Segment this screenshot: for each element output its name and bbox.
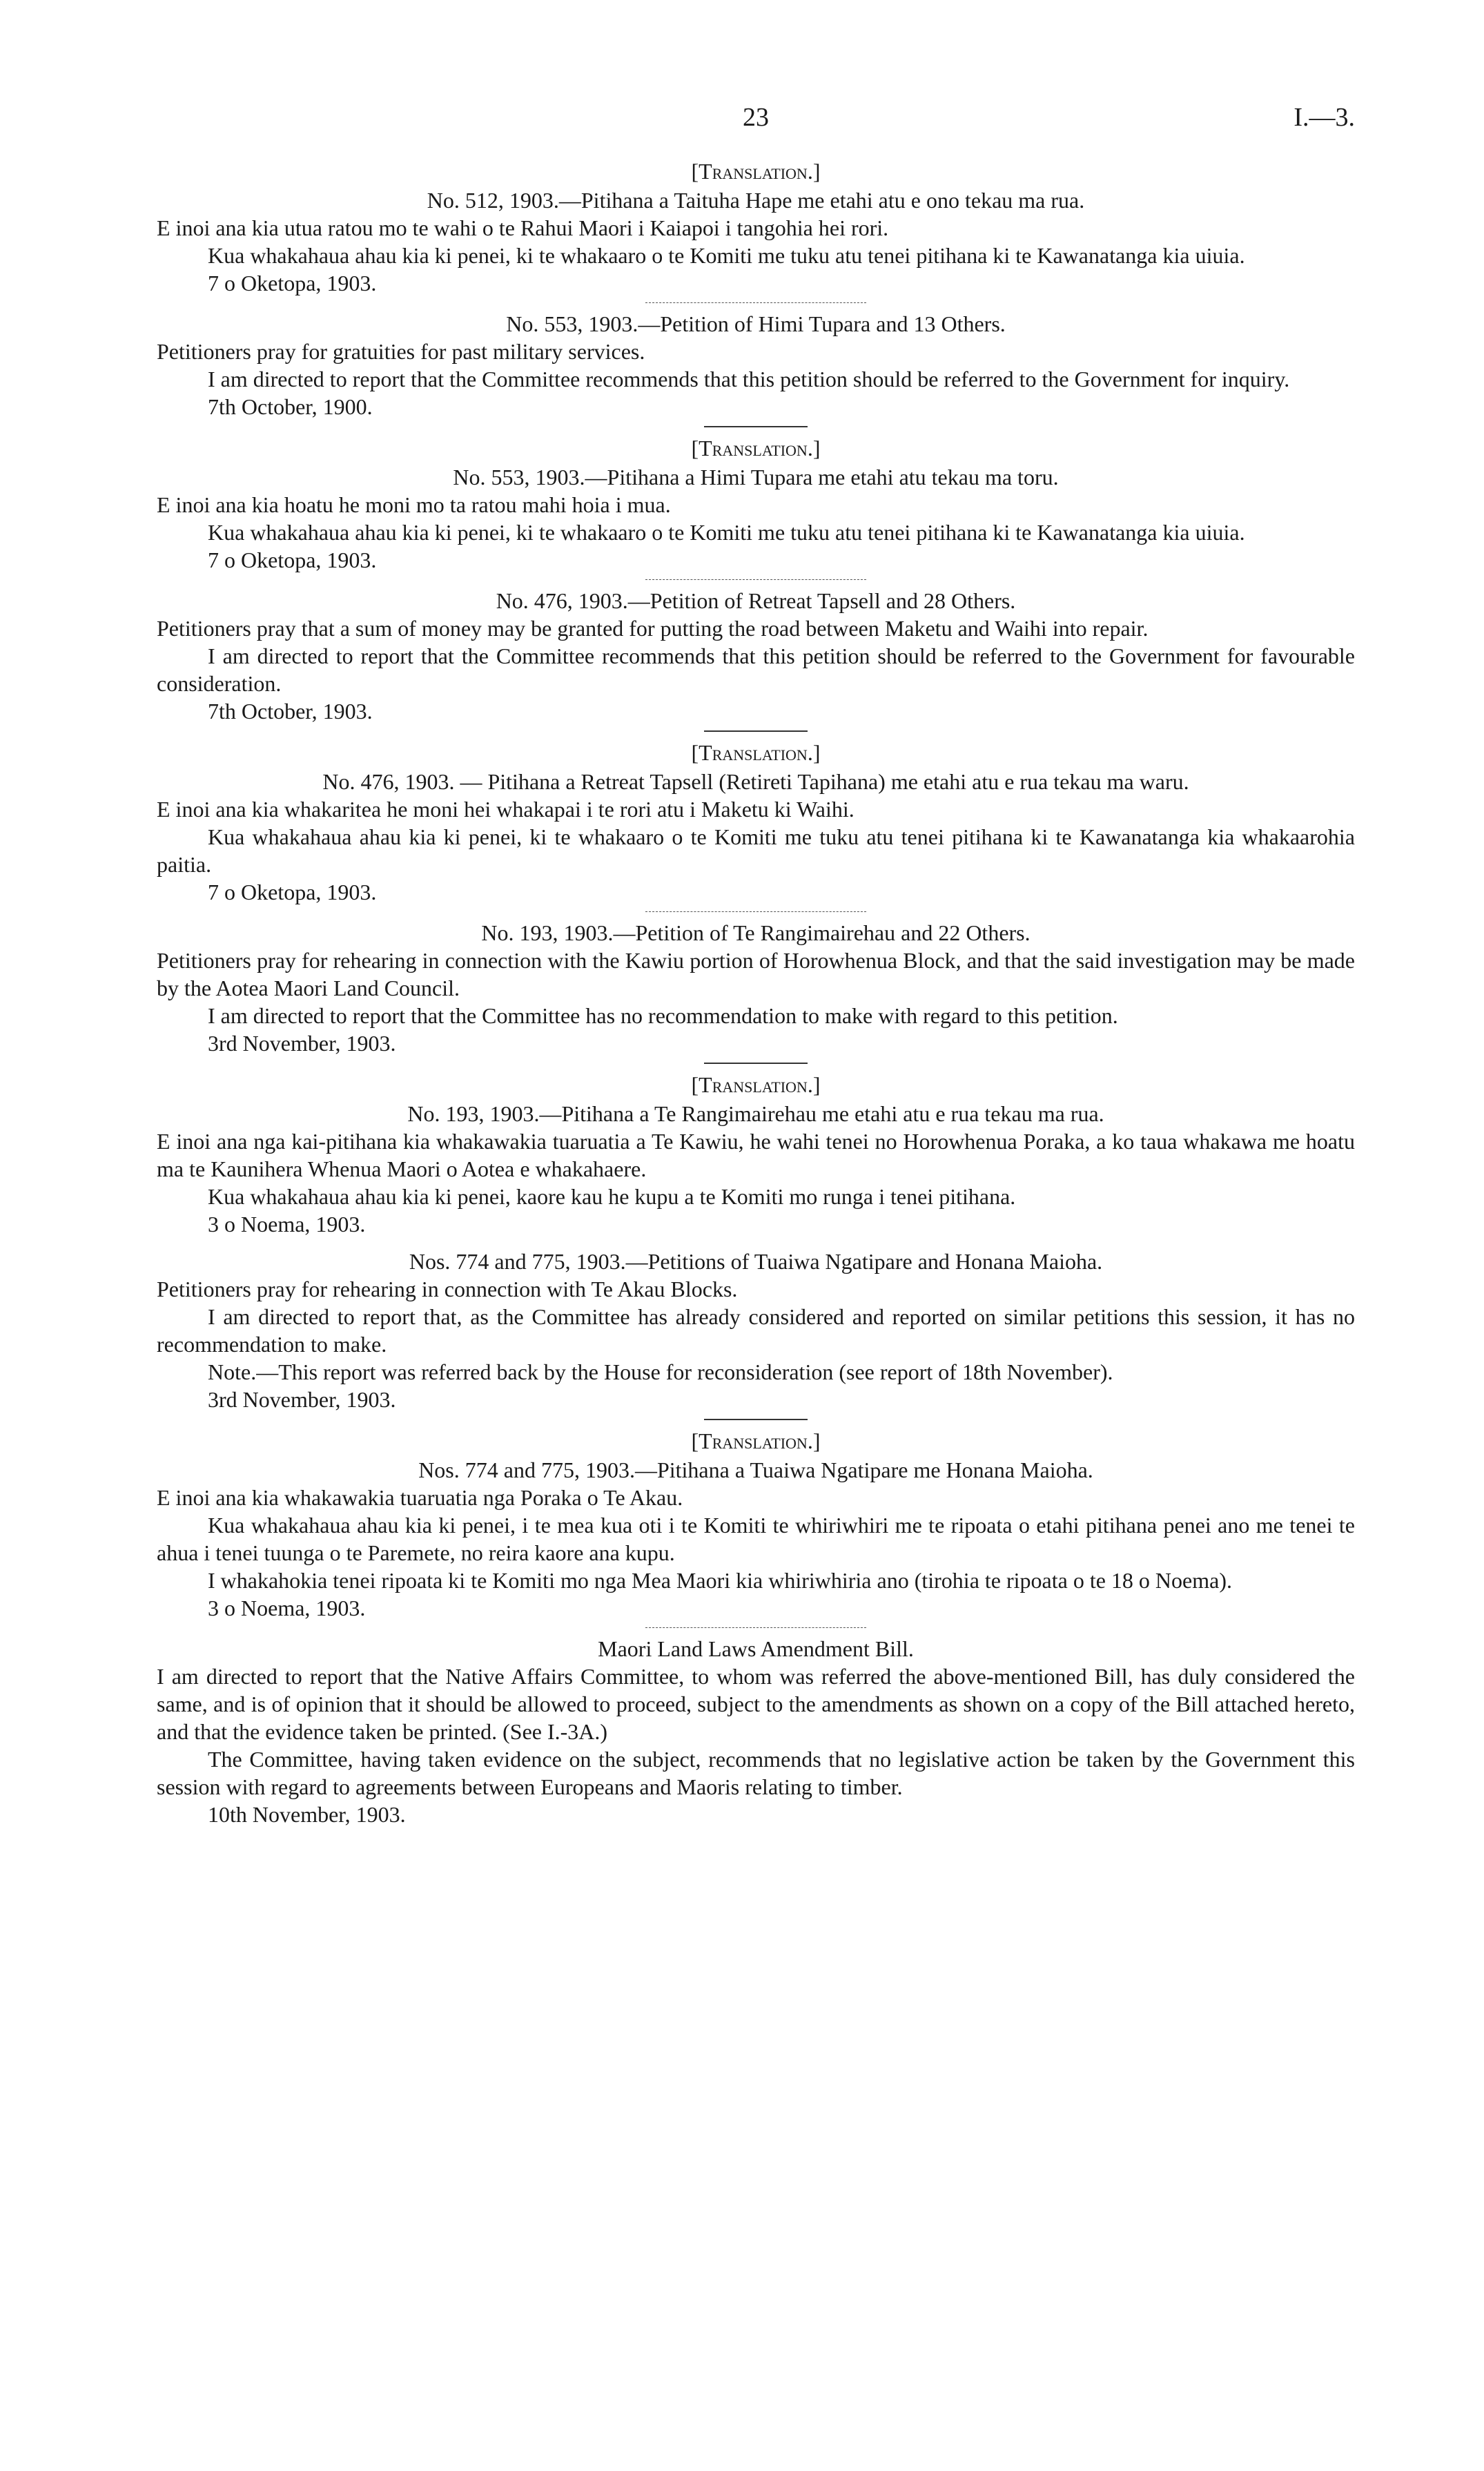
spacer [157,1238,1355,1246]
report-date: 10th November, 1903. [208,1802,406,1827]
body-paragraph: The Committee, having taken evidence on the subject, recommends that no legislative action be taken by the Government this session with regard to agreements between Europeans and Maoris relating to timber. [157,1747,1355,1799]
body-paragraph: I am directed to report that the Committee has no recommendation to make with regard to this petition. [208,1003,1118,1028]
body-paragraph: I whakahokia tenei ripoata ki te Komiti mo nga Mea Maori kia whiriwhiria ano (tirohia te ripoata o te 18 o Noema). [208,1568,1232,1593]
report-date: 7th October, 1903. [208,699,373,724]
document-body [157,157,1355,1828]
report-date: 7 o Oketopa, 1903. [208,271,377,295]
translation-label: [Translation.] [691,436,821,461]
body-paragraph: I am directed to report that the Committee recommends that this petition should be referred to the Government for inquiry. [208,367,1290,391]
section-divider [704,426,808,427]
body-paragraph: E inoi ana kia whakaritea he moni hei whakapai i te rori atu i Maketu ki Waihi. [157,797,855,822]
body-paragraph: I am directed to report that, as the Committee has already considered and reported on similar petitions this session, it has no recommendation to make. [157,1304,1355,1357]
translation-label: [Translation.] [691,1072,821,1097]
section-divider [704,1063,808,1064]
body-paragraph: Petitioners pray for rehearing in connection with Te Akau Blocks. [157,1277,738,1301]
body-paragraph: Kua whakahaua ahau kia ki penei, i te mea kua oti i te Komiti te whiriwhiri me te ripoata o etahi pitihana penei ano me tenei te ahua i tenei tuunga o te Paremete, no reira kaore ana kupu. [157,1513,1355,1565]
report-date: 7 o Oketopa, 1903. [208,548,377,572]
translation-label: [Translation.] [691,1428,821,1453]
petition-heading: No. 553, 1903.—Pitihana a Himi Tupara me etahi atu tekau ma toru. [453,465,1059,490]
petition-heading: No. 476, 1903. — Pitihana a Retreat Tapsell (Retireti Tapihana) me etahi atu e rua tekau ma waru. [322,769,1189,794]
body-paragraph: E inoi ana kia hoatu he moni mo ta ratou mahi hoia i mua. [157,492,671,517]
section-divider [645,1627,866,1628]
section-divider [645,579,866,580]
report-date: 7 o Oketopa, 1903. [208,880,377,904]
petition-heading: No. 476, 1903.—Petition of Retreat Tapsell and 28 Others. [496,588,1016,613]
section-divider [645,911,866,912]
translation-label: [Translation.] [691,159,821,184]
section-divider [704,730,808,732]
petition-heading: Nos. 774 and 775, 1903.—Petitions of Tuaiwa Ngatipare and Honana Maioha. [409,1249,1103,1274]
document-page [157,104,1355,1828]
report-date: 3rd November, 1903. [208,1387,396,1412]
body-paragraph: E inoi ana kia whakawakia tuaruatia nga Poraka o Te Akau. [157,1485,683,1510]
petition-heading: No. 193, 1903.—Petition of Te Rangimairehau and 22 Others. [481,920,1031,945]
petition-heading: No. 553, 1903.—Petition of Himi Tupara and 13 Others. [506,311,1006,336]
petition-heading: No. 193, 1903.—Pitihana a Te Rangimairehau me etahi atu e rua tekau ma rua. [407,1101,1104,1126]
page-header [157,104,1355,144]
body-paragraph: Note.—This report was referred back by the House for reconsideration (see report of 18th November). [208,1359,1113,1384]
body-paragraph: I am directed to report that the Native Affairs Committee, to whom was referred the above-mentioned Bill, has duly considered the same, and is of opinion that it should be allowed to proceed, subject to the amendments as shown on a copy of the Bill attached hereto, and that the evidence taken be printed. (See I.-3A.) [157,1664,1355,1744]
body-paragraph: Petitioners pray for gratuities for past military services. [157,339,645,364]
body-paragraph: Kua whakahaua ahau kia ki penei, ki te whakaaro o te Komiti me tuku atu tenei pitihana ki te Kawanatanga kia uiuia. [208,520,1245,545]
petition-heading: Maori Land Laws Amendment Bill. [598,1636,914,1661]
petition-heading: Nos. 774 and 775, 1903.—Pitihana a Tuaiwa Ngatipare me Honana Maioha. [418,1457,1093,1482]
translation-label: [Translation.] [691,740,821,765]
section-divider [704,1419,808,1420]
petition-heading: No. 512, 1903.—Pitihana a Taituha Hape me etahi atu e ono tekau ma rua. [427,188,1085,213]
report-date: 3rd November, 1903. [208,1031,396,1056]
body-paragraph: Kua whakahaua ahau kia ki penei, ki te whakaaro o te Komiti me tuku atu tenei pitihana ki te Kawanatanga kia whakaarohia paitia. [157,824,1355,877]
body-paragraph: I am directed to report that the Committee recommends that this petition should be referred to the Government for favourable consideration. [157,643,1355,696]
report-date: 7th October, 1900. [208,394,373,419]
report-date: 3 o Noema, 1903. [208,1212,366,1237]
page-number: 23 [743,103,769,132]
report-date: 3 o Noema, 1903. [208,1596,366,1620]
body-paragraph: Kua whakahaua ahau kia ki penei, kaore kau he kupu a te Komiti mo runga i tenei pitihana. [208,1184,1016,1209]
body-paragraph: Petitioners pray for rehearing in connection with the Kawiu portion of Horowhenua Block, and that the said investigation may be made by the Aotea Maori Land Council. [157,948,1355,1000]
body-paragraph: E inoi ana kia utua ratou mo te wahi o te Rahui Maori i Kaiapoi i tangohia hei rori. [157,215,889,240]
body-paragraph: Petitioners pray that a sum of money may be granted for putting the road between Maketu and Waihi into repair. [157,616,1149,641]
body-paragraph: E inoi ana nga kai-pitihana kia whakawakia tuaruatia a Te Kawiu, he wahi tenei no Horowhenua Poraka, a ko taua whakawa me hoatu ma te Kaunihera Whenua Maori o Aotea e whakahaere. [157,1129,1355,1181]
body-paragraph: Kua whakahaua ahau kia ki penei, ki te whakaaro o te Komiti me tuku atu tenei pitihana ki te Kawanatanga kia uiuia. [208,243,1245,268]
paper-reference: I.—3. [1293,103,1355,132]
section-divider [645,302,866,303]
